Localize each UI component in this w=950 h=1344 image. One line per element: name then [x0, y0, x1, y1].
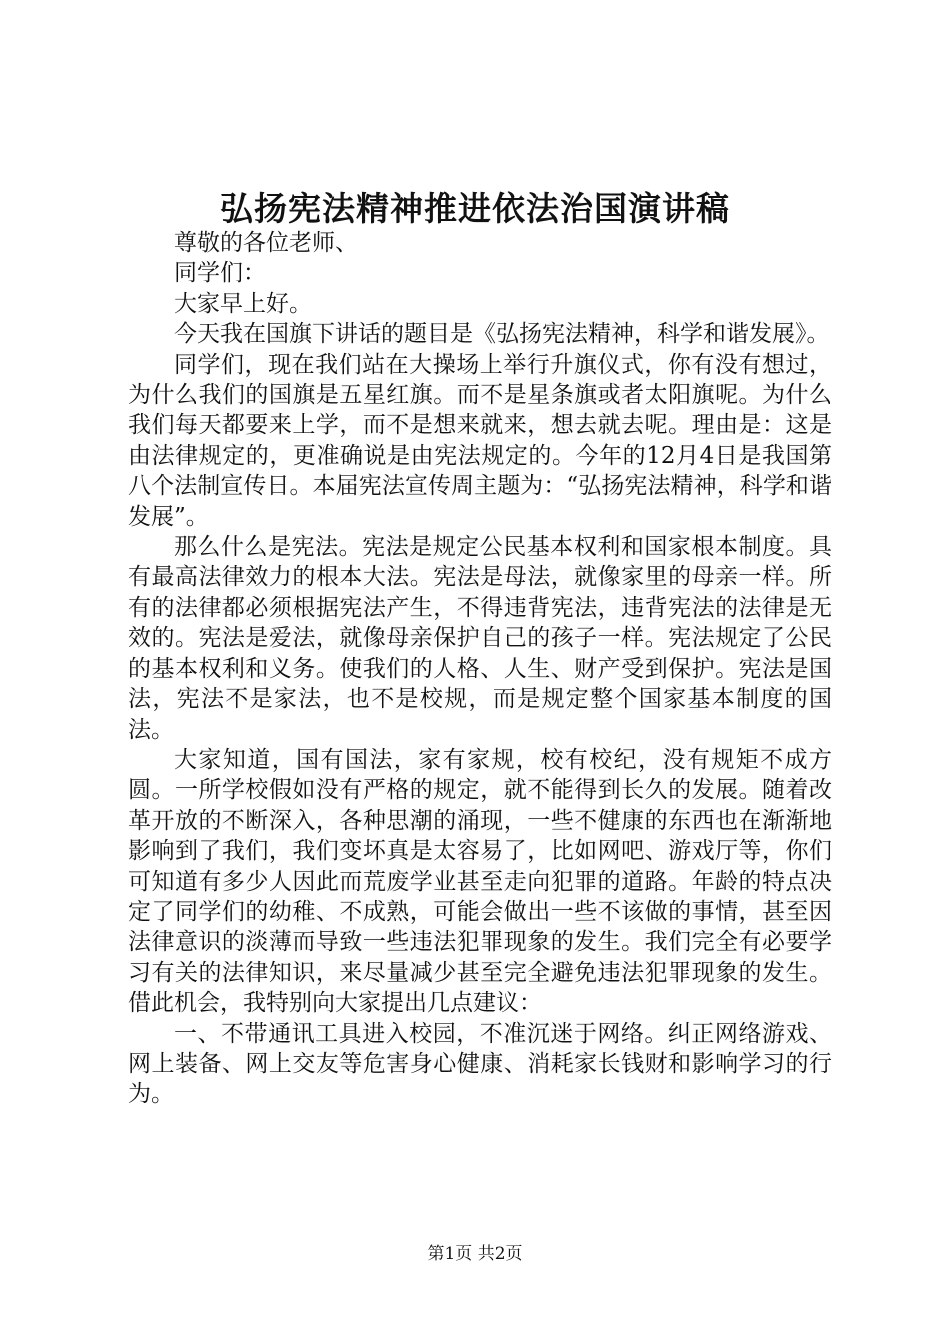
salutation-line-1: 尊敬的各位老师、	[174, 230, 358, 256]
salutation-line-2: 同学们：	[174, 260, 266, 287]
paragraph-constitution: 那么什么是宪法。宪法是规定公民基本权利和国家根本制度。具有最高法律效力的根本大法。宪法是母法，就像家里的母亲一样。所有的法律都必须根据宪法产生，不得违背宪法，违背宪法的法律是无效的。宪法是爱法，就像母亲保护自己的孩子一样。宪法规定了公民的基本权利和义务。使我们的人格、人生、财产受到保护。宪法是国法，宪法不是家法，也不是校规，而是规定整个国家基本制度的国法。	[128, 534, 832, 743]
greeting: 大家早上好。	[174, 290, 312, 317]
paragraph-rules: 大家知道，国有国法，家有家规，校有校纪，没有规矩不成方圆。一所学校假如没有严格的规定，就不能得到长久的发展。随着改革开放的不断深入，各种思潮的涌现，一些不健康的东西也在渐渐地影响到了我们，我们变坏真是太容易了，比如网吧、游戏厅等，你们可知道有多少人因此而荒废学业甚至走向犯罪的道路。年龄的特点决定了同学们的幼稚、不成熟，可能会做出一些不该做的事情，甚至因法律意识的淡薄而导致一些违法犯罪现象的发生。我们完全有必要学习有关的法律知识，来尽量减少甚至完全避免违法犯罪现象的发生。借此机会，我特别向大家提出几点建议：	[128, 746, 832, 1017]
paragraph-flag: 同学们，现在我们站在大操场上举行升旗仪式，你有没有想过，为什么我们的国旗是五星红旗。而不是星条旗或者太阳旗呢。为什么我们每天都要来上学，而不是想来就来，想去就去呢。理由是：这是由法律规定的，更准确说是由宪法规定的。今年的12月4日是我国第八个法制宣传日。本届宪法宣传周主题为：“弘扬宪法精神，科学和谐发展”。	[128, 351, 832, 530]
document-body	[128, 228, 832, 1110]
paragraph-topic: 今天我在国旗下讲话的题目是《弘扬宪法精神，科学和谐发展》。	[174, 321, 830, 348]
page-footer: 第1页 共2页	[427, 1244, 523, 1264]
paragraph-suggestion-1: 一、不带通讯工具进入校园，不准沉迷于网络。纠正网络游戏、网上装备、网上交友等危害身心健康、消耗家长钱财和影响学习的行为。	[128, 1020, 832, 1108]
document-title: 弘扬宪法精神推进依法治国演讲稿	[220, 189, 730, 228]
